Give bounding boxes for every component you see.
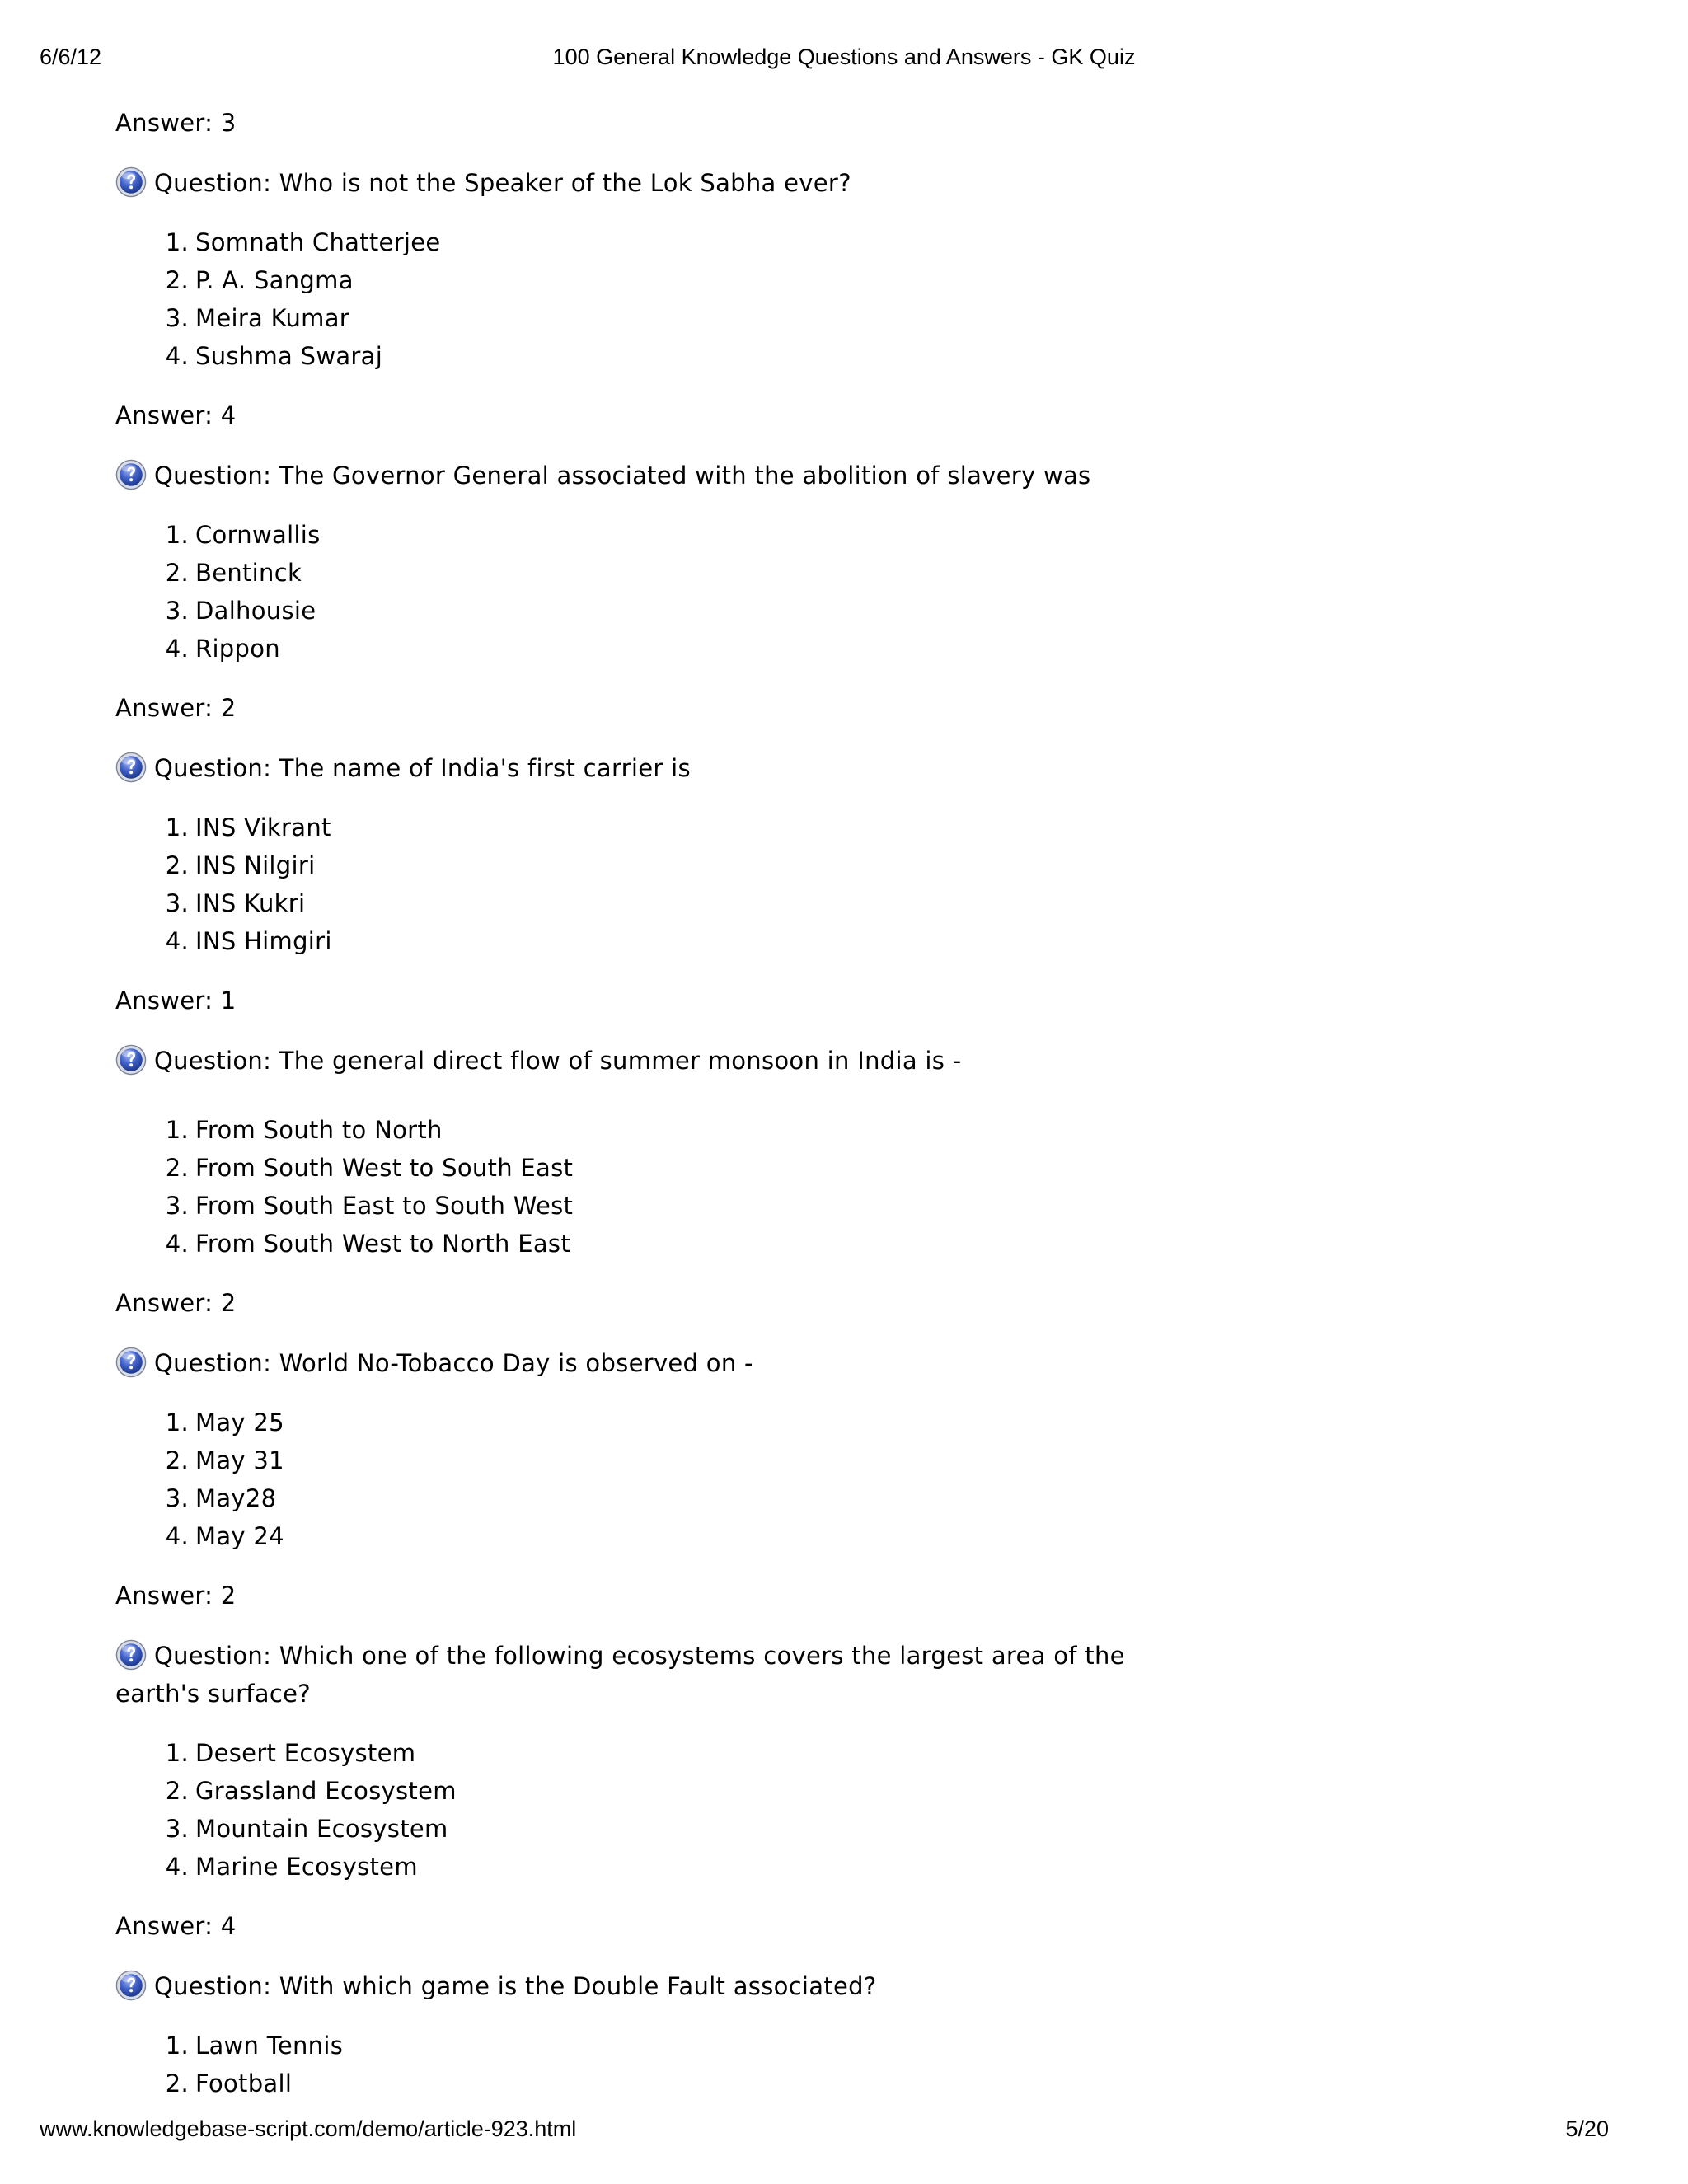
print-date: 6/6/12 <box>40 45 102 69</box>
question-mark-icon <box>115 752 147 783</box>
option-item: 3. May28 <box>165 1484 277 1512</box>
option-item: 3. Dalhousie <box>165 597 316 625</box>
page-number: 5/20 <box>1565 2116 1609 2141</box>
page-title: 100 General Knowledge Questions and Answers - GK Quiz <box>552 45 1136 69</box>
question-text: Question: Who is not the Speaker of the Lok Sabha ever? <box>154 169 851 197</box>
option-list <box>115 516 1203 668</box>
option-list <box>115 2027 1203 2102</box>
question-mark-icon <box>115 1639 147 1671</box>
question-item <box>115 1637 1203 1713</box>
question-mark-icon <box>115 166 147 198</box>
print-footer <box>40 2115 1648 2143</box>
option-item: 1. Somnath Chatterjee <box>165 228 441 256</box>
option-item: 1. From South to North <box>165 1116 443 1144</box>
option-item: 1. Cornwallis <box>165 521 321 549</box>
option-item: 4. INS Himgiri <box>165 927 332 955</box>
option-item: 4. From South West to North East <box>165 1230 571 1258</box>
option-list <box>115 1111 1203 1263</box>
option-item: 2. INS Nilgiri <box>165 851 316 879</box>
option-item: 4. Marine Ecosystem <box>165 1853 418 1881</box>
option-item: 1. Desert Ecosystem <box>165 1739 416 1767</box>
question-mark-icon <box>115 1347 147 1378</box>
option-item: 2. Bentinck <box>165 559 302 587</box>
option-list <box>115 1404 1203 1555</box>
question-mark-icon <box>115 1970 147 2001</box>
option-item: 4. Rippon <box>165 635 280 663</box>
answer-text: Answer: 1 <box>115 987 237 1015</box>
option-item: 4. May 24 <box>165 1522 284 1550</box>
question-item <box>115 164 1203 202</box>
question-text: Question: Which one of the following ecosystems covers the largest area of the earth's surface? <box>115 1642 1125 1708</box>
option-item: 1. May 25 <box>165 1408 284 1436</box>
option-item: 2. May 31 <box>165 1446 284 1474</box>
option-item: 1. INS Vikrant <box>165 813 331 841</box>
option-item: 3. From South East to South West <box>165 1192 574 1220</box>
option-item: 2. P. A. Sangma <box>165 266 354 294</box>
question-text: Question: With which game is the Double Fault associated? <box>154 1972 877 2000</box>
page-url: www.knowledgebase-script.com/demo/article-923.html <box>40 2116 577 2141</box>
answer-text: Answer: 2 <box>115 694 237 722</box>
print-header <box>40 43 1648 71</box>
quiz-content <box>115 104 1203 2124</box>
question-text: Question: The name of India's first carrier is <box>154 754 691 782</box>
question-text: Question: The general direct flow of summer monsoon in India is - <box>154 1047 962 1075</box>
option-list <box>115 223 1203 375</box>
question-mark-icon <box>115 1044 147 1076</box>
option-item: 2. Football <box>165 2069 293 2097</box>
answer-text: Answer: 2 <box>115 1582 237 1610</box>
question-item <box>115 1344 1203 1382</box>
answer-text: Answer: 2 <box>115 1289 237 1317</box>
option-item: 3. Mountain Ecosystem <box>165 1815 448 1843</box>
answer-text: Answer: 4 <box>115 1912 237 1940</box>
question-item <box>115 1042 1203 1080</box>
option-list <box>115 808 1203 960</box>
question-mark-icon <box>115 459 147 490</box>
question-text: Question: World No-Tobacco Day is observed on - <box>154 1349 753 1377</box>
option-item: 2. From South West to South East <box>165 1154 574 1182</box>
option-list <box>115 1734 1203 1886</box>
option-item: 1. Lawn Tennis <box>165 2032 344 2060</box>
question-item <box>115 1967 1203 2005</box>
option-item: 3. Meira Kumar <box>165 304 350 332</box>
answer-text: Answer: 4 <box>115 401 237 429</box>
question-text: Question: The Governor General associated with the abolition of slavery was <box>154 462 1091 490</box>
question-item <box>115 749 1203 787</box>
question-item <box>115 457 1203 494</box>
option-item: 4. Sushma Swaraj <box>165 342 383 370</box>
option-item: 3. INS Kukri <box>165 889 306 917</box>
option-item: 2. Grassland Ecosystem <box>165 1777 457 1805</box>
answer-text: Answer: 3 <box>115 109 237 137</box>
